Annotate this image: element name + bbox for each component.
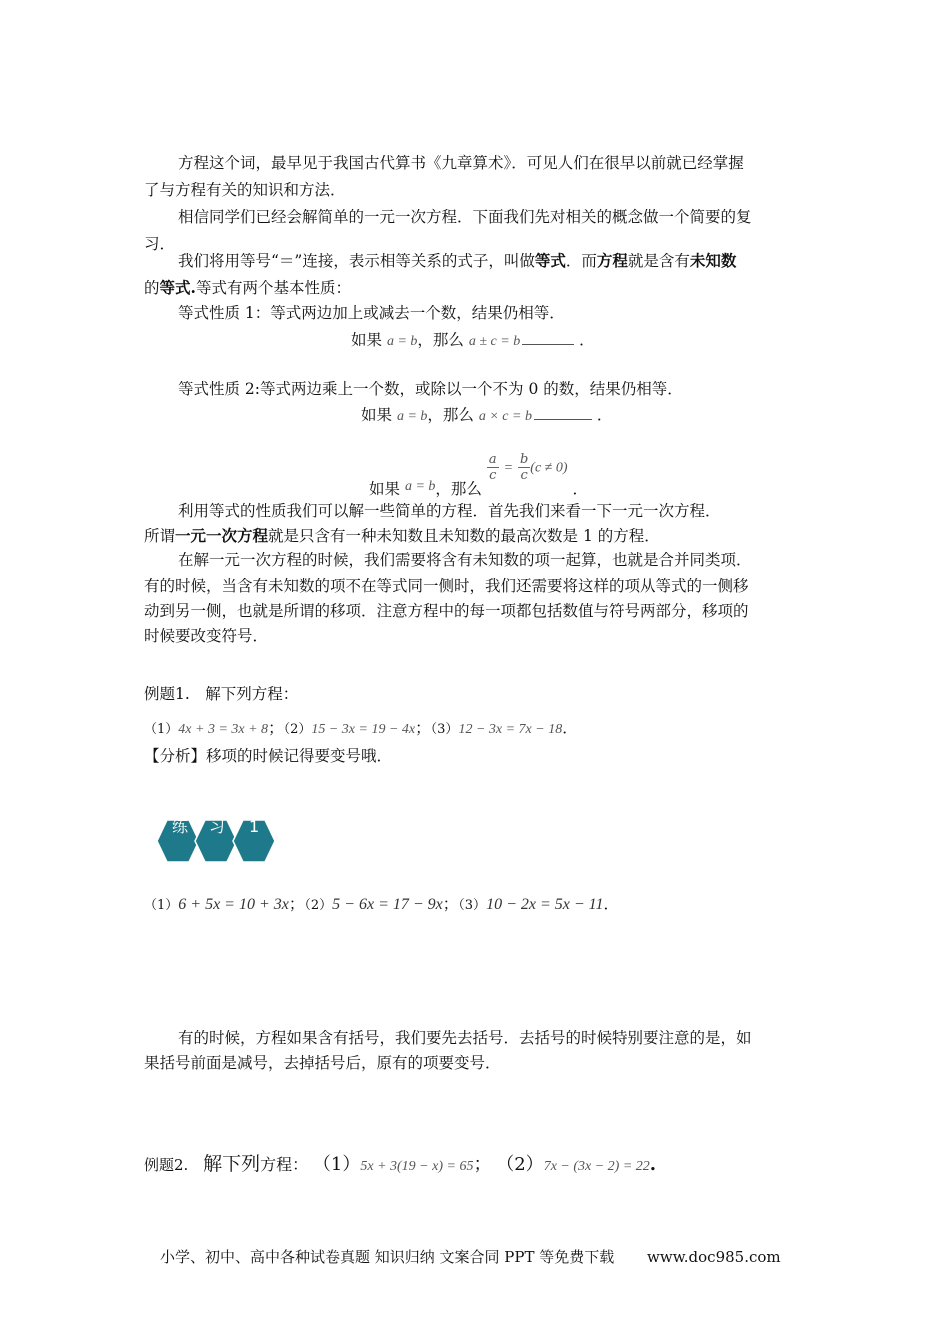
property1-title: 等式性质 1：等式两边加上或减去一个数，结果仍相等． <box>178 304 565 322</box>
text: ，那么 <box>435 479 482 498</box>
example1-title: 例题1. 解下列方程： <box>144 685 299 703</box>
intro-p2-line2: 习． <box>144 235 176 253</box>
example2-title-b: 方程： <box>260 1155 309 1174</box>
badge-char-1: 练 <box>172 817 189 836</box>
text: 所谓 <box>144 527 176 545</box>
property2-formula1 <box>361 405 612 427</box>
frac-den: c <box>520 468 528 483</box>
fraction-b-over-c <box>518 452 530 483</box>
math-condition: (c ≠ 0) <box>530 460 568 476</box>
item-label: （3） <box>430 722 459 737</box>
example2 <box>144 1152 656 1179</box>
text: ； <box>268 719 284 737</box>
item-label: （3） <box>458 898 487 913</box>
brackets-line1: 有的时候，方程如果含有括号，我们要先去括号．去括号的时候特别要注意的是，如 <box>178 1029 752 1047</box>
text: ． <box>603 895 619 913</box>
math-eq: 12 − 3x = 7x − 18 <box>458 722 563 737</box>
math-eq: 10 − 2x = 5x − 11 <box>486 896 604 913</box>
math-eq: 15 − 3x = 19 − 4x <box>311 722 416 737</box>
item-label: （1） <box>312 1154 361 1175</box>
intro-p1-line2: 了与方程有关的知识和方法． <box>144 181 346 199</box>
math-result: a ± c = b <box>468 334 521 349</box>
text: ． <box>596 406 613 424</box>
fraction-a-over-c <box>487 452 499 483</box>
example1-analysis: 【分析】移项的时候记得要变号哦． <box>144 747 393 765</box>
property1-formula <box>351 330 595 352</box>
intro-p2-line1: 相信同学们已经会解简单的一元一次方程．下面我们先对相关的概念做一个简要的复 <box>178 208 752 226</box>
text: 如果 <box>351 331 383 349</box>
math-eq: 5 − 6x = 17 − 9x <box>332 896 443 913</box>
text: ，那么 <box>427 406 474 424</box>
text: 的 <box>144 279 160 297</box>
text: ． <box>572 479 588 498</box>
item-label: （2） <box>304 898 333 913</box>
linear-line2 <box>144 526 660 546</box>
math-cond: a = b <box>404 478 436 494</box>
text: 我们将用等号“＝”连接，表示相等关系的式子，叫做 <box>178 252 535 270</box>
brackets-line2: 果括号前面是减号，去掉括号后，原有的项要变号． <box>144 1054 501 1072</box>
text: 如果 <box>369 479 401 498</box>
math-eq: 7x − (3x − 2) = 22 <box>543 1159 650 1174</box>
text: 如果 <box>361 406 393 424</box>
math-cond: a = b <box>386 334 418 349</box>
term-linear-equation: 一元一次方程 <box>175 526 269 545</box>
text: ； <box>415 719 431 737</box>
math-eq: 5x + 3(19 − x) = 65 <box>360 1159 474 1174</box>
frac-den: c <box>489 468 497 483</box>
term-equation-eq: 等式 <box>534 251 566 270</box>
property2-title: 等式性质 2:等式两边乘上一个数，或除以一个不为 0 的数，结果仍相等． <box>178 380 683 398</box>
item-label: （1） <box>144 898 179 913</box>
footer-text: 小学、初中、高中各种试卷真题 知识归纳 文案合同 PPT 等免费下载 <box>160 1248 615 1266</box>
term-unknown: 未知数 <box>689 251 737 270</box>
example2-title: 解下列 <box>203 1153 261 1175</box>
badge-char-2: 习 <box>209 817 226 836</box>
example1-items <box>144 718 578 740</box>
item-label: （2） <box>283 722 312 737</box>
intro-p1-line1: 方程这个词，最早见于我国古代算书《九章算术》．可见人们在很早以前就已经掌握 <box>178 154 744 172</box>
math-cond: a = b <box>396 409 428 424</box>
frac-num: a <box>488 452 497 467</box>
answer-blank <box>534 407 592 420</box>
frac-num: b <box>519 452 529 467</box>
text: . <box>190 278 196 297</box>
practice-items <box>144 894 619 916</box>
text: ． <box>579 331 595 349</box>
text: ； <box>473 1154 492 1175</box>
text: ； <box>288 895 305 913</box>
text: ； <box>442 895 459 913</box>
footer <box>160 1246 781 1267</box>
linear-p-line1: 在解一元一次方程的时候，我们需要将含有未知数的项一起算，也就是合并同类项． <box>178 551 752 569</box>
text: 等式有两个基本性质： <box>195 279 351 297</box>
math-eq: 6 + 5x = 10 + 3x <box>178 896 289 913</box>
item-label: （1） <box>144 722 179 737</box>
linear-p-line4: 时候要改变符号． <box>144 627 269 645</box>
property2-formula2 <box>369 452 588 498</box>
text: . <box>649 1154 657 1175</box>
answer-blank <box>522 332 574 345</box>
footer-link[interactable]: www.doc985.com <box>647 1248 781 1266</box>
term-equation: 方程 <box>596 251 628 270</box>
math-eq: = <box>503 460 514 476</box>
intro-p3-line1 <box>178 251 736 271</box>
intro-p3-line2 <box>144 278 351 298</box>
math-eq: 4x + 3 = 3x + 8 <box>178 722 269 737</box>
math-result: a × c = b <box>478 409 532 424</box>
text: 就是只含有一种未知数且未知数的最高次数是 1 的方程． <box>268 527 660 545</box>
badge-char-3: 1 <box>249 817 260 836</box>
item-label: （2） <box>496 1154 544 1175</box>
linear-p-line2: 有的时候，当含有未知数的项不在等式同一侧时，我们还需要将这样的项从等式的一侧移 <box>144 577 749 595</box>
text: ，那么 <box>417 331 464 349</box>
text: 就是含有 <box>627 252 690 270</box>
example2-label: 例题2. <box>144 1156 189 1174</box>
text: ． <box>562 719 578 737</box>
term-equality: 等式 <box>159 278 191 297</box>
linear-p-line3: 动到另一侧，也就是所谓的移项．注意方程中的每一项都包括数值与符号两部分，移项的 <box>144 602 749 620</box>
text: ．而 <box>565 252 597 270</box>
practice-badge <box>155 812 280 870</box>
linear-line1: 利用等式的性质我们可以解一些简单的方程．首先我们来看一下一元一次方程． <box>178 502 721 520</box>
